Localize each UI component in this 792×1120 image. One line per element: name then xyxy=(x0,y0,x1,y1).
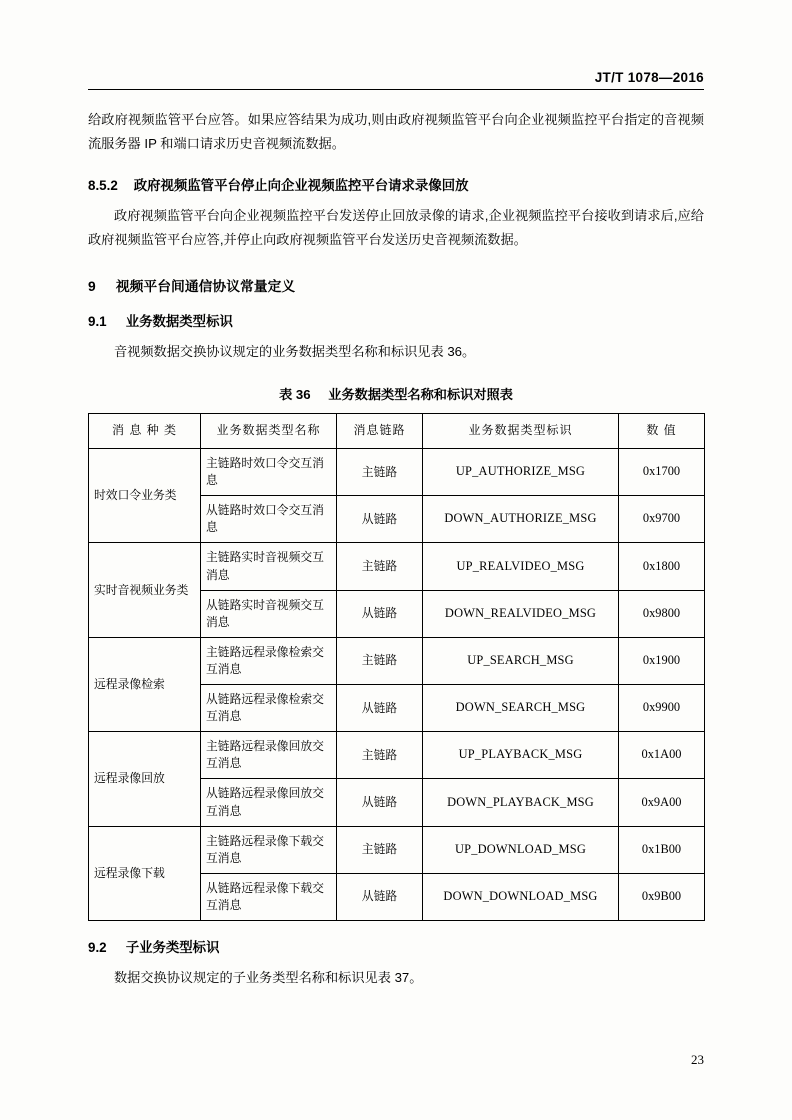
cell-category: 时效口令业务类 xyxy=(89,449,201,543)
table-36 xyxy=(88,413,705,921)
cell-link: 主链路 xyxy=(337,732,423,779)
cell-link: 从链路 xyxy=(337,873,423,920)
cell-link: 从链路 xyxy=(337,496,423,543)
table-36-caption xyxy=(88,384,704,403)
paragraph-top: 给政府视频监管平台应答。如果应答结果为成功,则由政府视频监管平台向企业视频监控平台指定的音视频流服务器 IP 和端口请求历史音视频流数据。 xyxy=(88,112,704,152)
cell-category: 远程录像检索 xyxy=(89,637,201,731)
cell-ident: UP_PLAYBACK_MSG xyxy=(423,732,619,779)
cell-link: 主链路 xyxy=(337,543,423,590)
cell-name: 从链路实时音视频交互消息 xyxy=(201,590,337,637)
cell-name: 主链路远程录像回放交互消息 xyxy=(201,732,337,779)
cell-value: 0x1A00 xyxy=(619,732,705,779)
header-rule xyxy=(88,89,704,90)
th-message-category: 消 息 种 类 xyxy=(89,414,201,449)
page-header xyxy=(88,70,704,89)
clause-8-5-2-body: 政府视频监管平台向企业视频监控平台发送停止回放录像的请求,企业视频监控平台接收到请求后,应给政府视频监管平台应答,并停止向政府视频监管平台发送历史音视频流数据。 xyxy=(88,207,704,248)
page-number: 23 xyxy=(691,1052,704,1067)
clause-9-1-number: 9.1 xyxy=(88,313,107,329)
cell-category: 远程录像回放 xyxy=(89,732,201,826)
cell-value: 0x9900 xyxy=(619,685,705,732)
table-36-title: 业务数据类型名称和标识对照表 xyxy=(328,387,513,403)
cell-name: 主链路远程录像检索交互消息 xyxy=(201,637,337,684)
clause-8-5-2-number: 8.5.2 xyxy=(88,177,118,193)
th-message-link: 消息链路 xyxy=(337,414,423,449)
table-row xyxy=(89,449,705,496)
clause-8-5-2-title: 政府视频监管平台停止向企业视频监控平台请求录像回放 xyxy=(133,177,469,193)
cell-name: 从链路时效口令交互消息 xyxy=(201,496,337,543)
th-data-type-name: 业务数据类型名称 xyxy=(201,414,337,449)
table-row xyxy=(89,826,705,873)
cell-ident: DOWN_DOWNLOAD_MSG xyxy=(423,873,619,920)
clause-9-1-body: 音视频数据交换协议规定的业务数据类型名称和标识见表 36。 xyxy=(114,343,476,359)
cell-link: 从链路 xyxy=(337,685,423,732)
cell-name: 主链路远程录像下载交互消息 xyxy=(201,826,337,873)
clause-9-2-heading xyxy=(88,937,704,956)
cell-ident: UP_SEARCH_MSG xyxy=(423,637,619,684)
cell-name: 从链路远程录像检索交互消息 xyxy=(201,685,337,732)
cell-link: 主链路 xyxy=(337,637,423,684)
page-content xyxy=(88,70,704,1004)
table-row xyxy=(89,732,705,779)
table-row xyxy=(89,637,705,684)
cell-value: 0x9B00 xyxy=(619,873,705,920)
clause-9-2-number: 9.2 xyxy=(88,939,107,955)
cell-category: 实时音视频业务类 xyxy=(89,543,201,637)
clause-8-5-2-heading xyxy=(88,175,704,194)
cell-value: 0x1800 xyxy=(619,543,705,590)
cell-ident: UP_REALVIDEO_MSG xyxy=(423,543,619,590)
table-row xyxy=(89,543,705,590)
section-9-title: 视频平台间通信协议常量定义 xyxy=(115,278,296,294)
cell-value: 0x9A00 xyxy=(619,779,705,826)
cell-ident: DOWN_AUTHORIZE_MSG xyxy=(423,496,619,543)
th-value: 数 值 xyxy=(619,414,705,449)
clause-9-2-title: 子业务类型标识 xyxy=(125,939,220,955)
clause-9-1-title: 业务数据类型标识 xyxy=(125,313,233,329)
table-header-row xyxy=(89,414,705,449)
cell-name: 从链路远程录像回放交互消息 xyxy=(201,779,337,826)
cell-value: 0x1900 xyxy=(619,637,705,684)
cell-link: 从链路 xyxy=(337,779,423,826)
cell-ident: DOWN_PLAYBACK_MSG xyxy=(423,779,619,826)
cell-value: 0x1B00 xyxy=(619,826,705,873)
cell-link: 主链路 xyxy=(337,826,423,873)
cell-link: 从链路 xyxy=(337,590,423,637)
cell-name: 从链路远程录像下载交互消息 xyxy=(201,873,337,920)
table-36-number: 表 36 xyxy=(279,387,311,403)
cell-value: 0x9800 xyxy=(619,590,705,637)
section-9-number: 9 xyxy=(88,278,96,294)
cell-ident: UP_AUTHORIZE_MSG xyxy=(423,449,619,496)
cell-ident: UP_DOWNLOAD_MSG xyxy=(423,826,619,873)
cell-value: 0x9700 xyxy=(619,496,705,543)
th-data-type-ident: 业务数据类型标识 xyxy=(423,414,619,449)
clause-9-2-body: 数据交换协议规定的子业务类型名称和标识见表 37。 xyxy=(114,969,423,985)
standard-id: JT/T 1078—2016 xyxy=(594,70,704,85)
cell-link: 主链路 xyxy=(337,449,423,496)
section-9-heading xyxy=(88,275,704,295)
cell-value: 0x1700 xyxy=(619,449,705,496)
cell-name: 主链路实时音视频交互消息 xyxy=(201,543,337,590)
cell-ident: DOWN_REALVIDEO_MSG xyxy=(423,590,619,637)
clause-9-1-heading xyxy=(88,311,704,330)
cell-category: 远程录像下载 xyxy=(89,826,201,920)
cell-ident: DOWN_SEARCH_MSG xyxy=(423,685,619,732)
cell-name: 主链路时效口令交互消息 xyxy=(201,449,337,496)
